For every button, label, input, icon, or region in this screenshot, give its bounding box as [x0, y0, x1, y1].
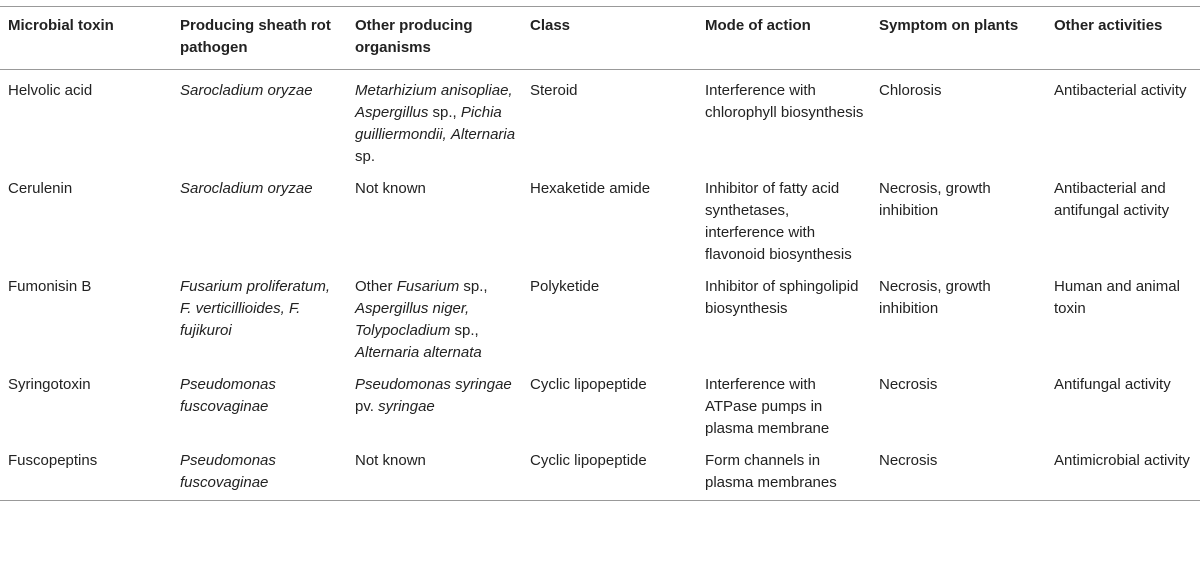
toxin-table [0, 6, 1200, 501]
cell-other-organisms: Pseudomonas syringae pv. syringae [355, 376, 512, 415]
cell-other-organisms: Metarhizium anisopliae, Aspergillus sp., Pichia guilliermondii, Alternaria sp. [355, 82, 516, 165]
cell-activity: Antifungal activity [1054, 376, 1171, 393]
header-microbial-toxin: Microbial toxin [0, 7, 172, 70]
cell-other-organisms: Not known [355, 180, 426, 197]
cell-activity: Antibacterial and antifungal activity [1054, 180, 1170, 219]
cell-pathogen: Pseudomonas fuscovaginae [180, 376, 276, 415]
cell-activity: Human and animal toxin [1054, 278, 1180, 317]
cell-toxin: Syringotoxin [8, 376, 91, 393]
cell-mode: Interference with chlorophyll biosynthesis [705, 82, 864, 121]
cell-mode: Inhibitor of sphingolipid biosynthesis [705, 278, 859, 317]
cell-pathogen: Sarocladium oryzae [180, 82, 313, 99]
cell-other-organisms: Not known [347, 440, 522, 501]
table-row [0, 70, 1200, 169]
table-row [0, 364, 1200, 440]
header-mode-of-action: Mode of action [697, 7, 871, 70]
cell-mode: Inhibitor of fatty acid synthetases, interference with flavonoid biosynthesis [705, 180, 852, 263]
cell-toxin: Fumonisin B [8, 278, 92, 295]
table-body [0, 70, 1200, 501]
cell-symptom: Necrosis, growth inhibition [879, 180, 991, 219]
cell-symptom: Necrosis, growth inhibition [879, 278, 991, 317]
cell-toxin: Helvolic acid [8, 82, 93, 99]
cell-toxin: Cerulenin [8, 180, 73, 197]
cell-class: Cyclic lipopeptide [530, 376, 647, 393]
cell-class: Cyclic lipopeptide [522, 440, 697, 501]
cell-toxin: Fuscopeptins [0, 440, 172, 501]
cell-pathogen: Fusarium proliferatum, F. verticillioides, F. fujikuroi [180, 278, 331, 339]
header-other-activities: Other activities [1046, 7, 1200, 70]
cell-symptom: Chlorosis [879, 82, 942, 99]
cell-activity: Antibacterial activity [1054, 82, 1187, 99]
table-row [0, 168, 1200, 266]
cell-pathogen: Sarocladium oryzae [180, 180, 313, 197]
header-other-organisms: Other producing organisms [347, 7, 522, 70]
cell-mode: Form channels in plasma membranes [697, 440, 871, 501]
header-symptom: Symptom on plants [871, 7, 1046, 70]
cell-symptom: Necrosis [879, 376, 938, 393]
table-row [0, 266, 1200, 364]
cell-class: Hexaketide amide [530, 180, 651, 197]
cell-symptom: Necrosis [871, 440, 1046, 501]
cell-mode: Interference with ATPase pumps in plasma membrane [705, 376, 830, 437]
cell-activity: Antimicrobial activity [1046, 440, 1200, 501]
cell-other-organisms: Other Fusarium sp., Aspergillus niger, Tolypocladium sp., Alternaria alternata [355, 278, 488, 361]
header-producing-pathogen: Producing sheath rot pathogen [172, 7, 347, 70]
header-row [0, 7, 1200, 70]
cell-class: Polyketide [530, 278, 600, 295]
cell-class: Steroid [530, 82, 578, 99]
header-class: Class [522, 7, 697, 70]
table-row [0, 440, 1200, 501]
cell-pathogen: Pseudomonas fuscovaginae [172, 440, 347, 501]
